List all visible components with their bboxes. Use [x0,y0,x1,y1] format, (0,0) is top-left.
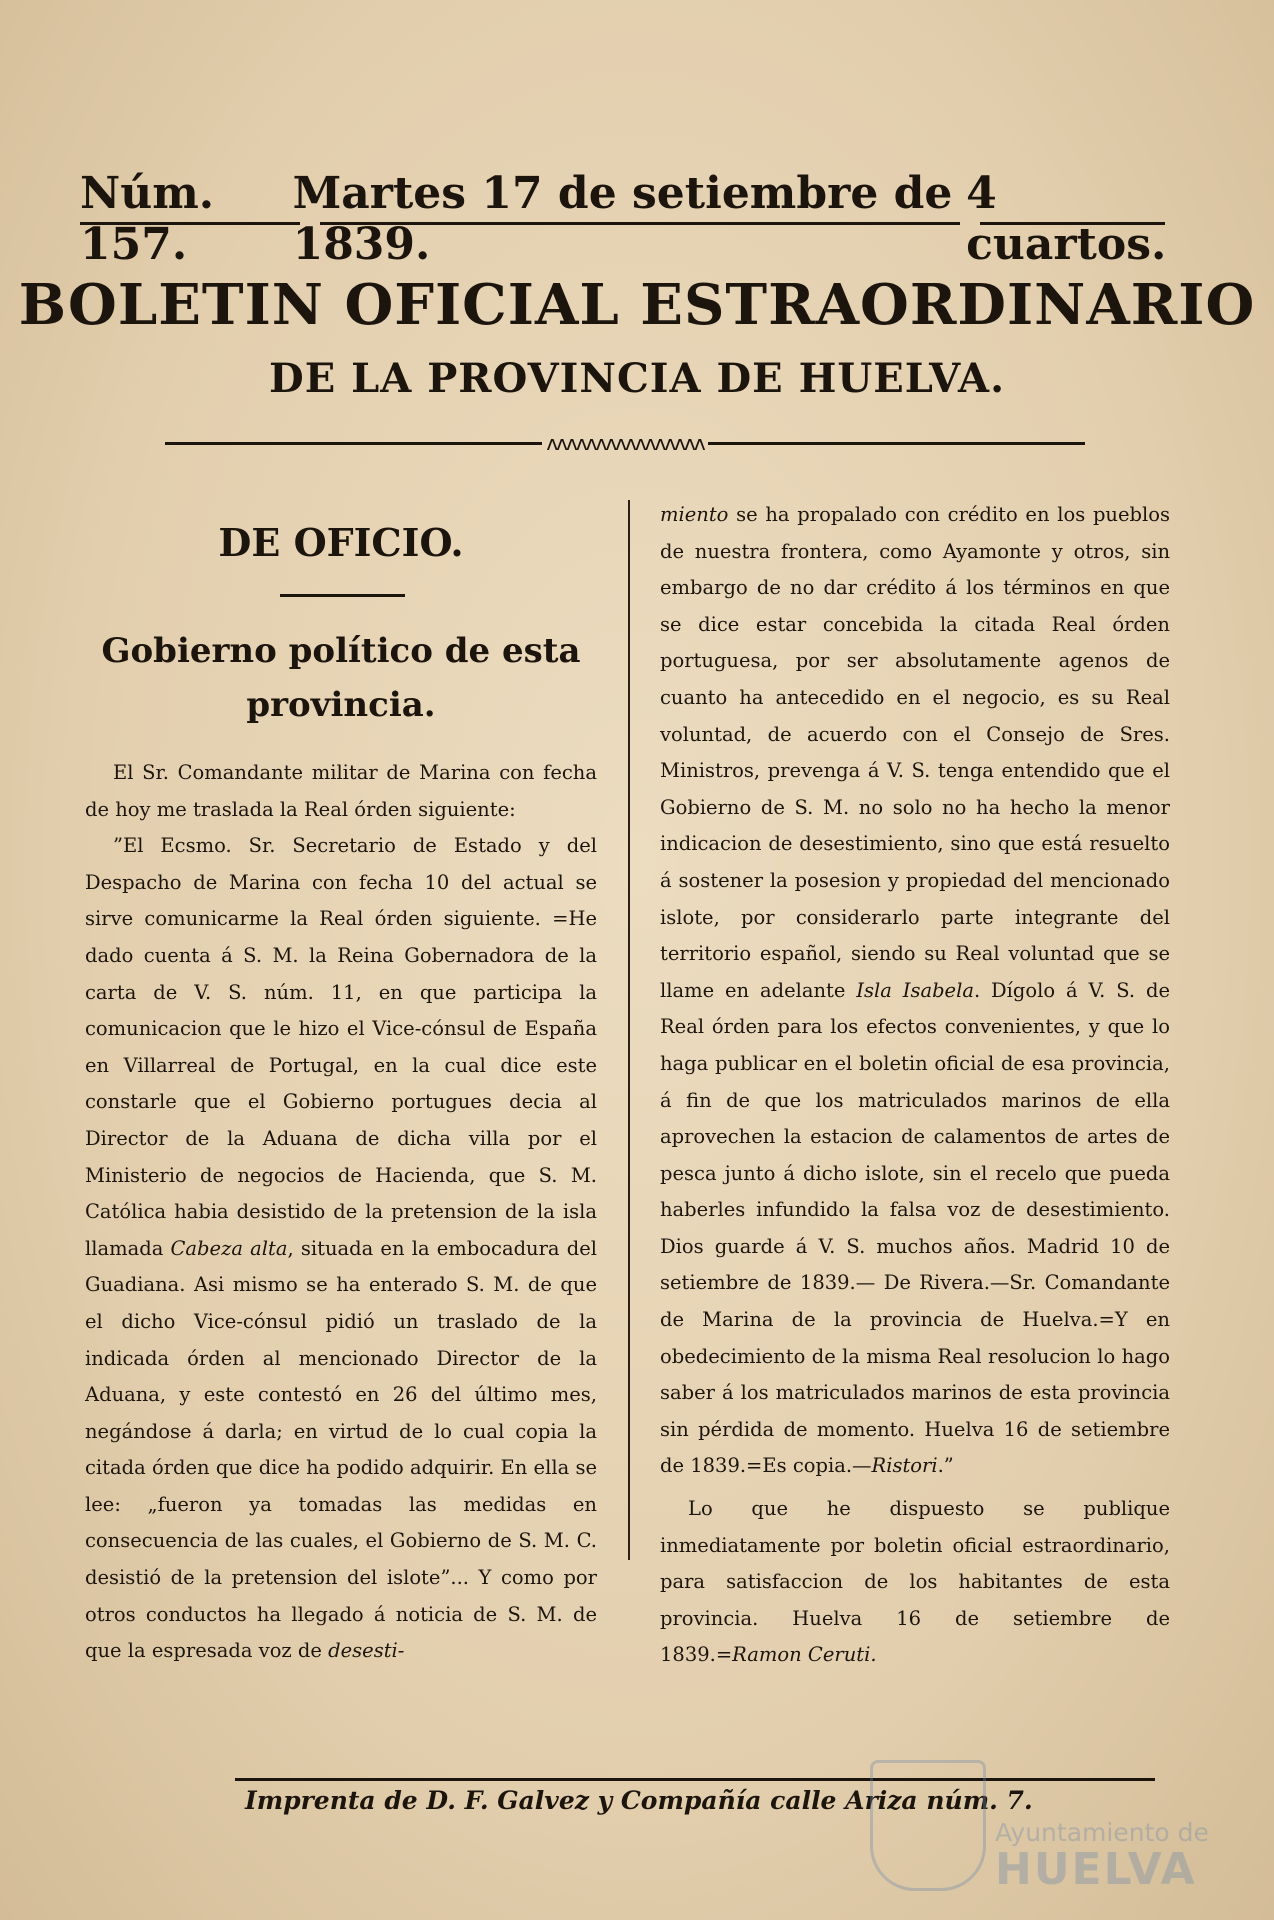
issue-number: Núm. 157. [80,168,215,270]
masthead-rule-middle [320,222,960,225]
article-heading: Gobierno político de esta provincia. [101,631,581,725]
newspaper-title: BOLETIN OFICIAL ESTRAORDINARIO [18,272,1256,338]
italic-text: desesti- [328,1639,405,1663]
text-run: se ha propalado con crédito en los pueblos de nuestra frontera, como Ayamonte y otros, sin embargo de no dar crédito á los términos en que se dice estar concebida la citada Real órden portuguesa, por ser absolutamente agenos de cuanto ha antecedido en el negocio, es su Real voluntad, de acuerdo con el Consejo de Sres. Ministros, prevenga á V. S. tenga entendido que el Gobierno de S. M. no solo no ha hecho la menor indicacion de desestimiento, sino que está resuelto á sostener la posesion y propiedad del mencionado islote, por considerarlo parte integrante del territorio español, siendo su Real voluntad que se llame en adelante [660,503,1170,1002]
right-column [660,497,1170,1674]
masthead-rule-right [980,222,1165,225]
section-rule [280,594,405,597]
printer-imprint: Imprenta de D. F. Galvez y Compañía calle Ariza núm. 7. [245,1786,1033,1815]
masthead-line [80,168,1170,270]
crest-icon [870,1760,986,1891]
newspaper-subtitle: DE LA PROVINCIA DE HUELVA. [269,355,1005,402]
watermark-line1: Ayuntamiento de [995,1818,1209,1847]
issue-price: 4 cuartos. [966,168,1167,270]
text-run: . Dígolo á V. S. de Real órden para los efectos convenientes, y que lo haga publicar en el boletin oficial de esa provincia, á fin de que los matriculados marinos de ella aprovechen la estacion de calamentos de artes de pesca junto á dicho islote, sin el recelo que pueda haberles infundido la falsa voz de desestimiento. Dios guarde á V. S. muchos años. Madrid 10 de setiembre de 1839.— De Rivera.—Sr. Comandante de Marina de la provincia de Huelva.=Y en obedecimiento de la misma Real resolucion lo hago saber á los matriculados marinos de esta provincia sin pérdida de momento. Huelva 16 de setiembre de 1839.=Es copia.— [660,978,1170,1478]
ornament-pattern: ʌʌʌʌʌʌʌʌʌʌʌʌʌʌʌʌ [546,431,704,455]
paragraph: El Sr. Comandante militar de Marina con fecha de hoy me traslada la Real órden siguiente: [85,761,597,821]
ornamental-divider [165,431,1085,455]
left-column [85,755,597,1670]
ornament-line-right [708,442,1085,445]
column-divider [628,500,630,1560]
masthead-rule-left [80,222,300,225]
italic-text: miento [660,503,729,526]
italic-text: Cabeza alta [170,1236,288,1260]
text-run: Lo que he dispuesto se publique inmediatamente por boletin oficial estraordinario, para satisfaccion de los habitantes de esta provincia. Huelva 16 de setiembre de 1839.= [660,1497,1170,1667]
italic-text: Ristori [871,1454,938,1478]
text-run: ”El Ecsmo. Sr. Secretario de Estado y del Despacho de Marina con fecha 10 del actual se sirve comunicarme la Real órden siguiente. =He dado cuenta á S. M. la Reina Gobernadora de la carta de V. S. núm. 11, en que participa la comunicacion que le hizo el Vice-cónsul de España en Villarreal de Portugal, en la cual dice este constarle que el Gobierno portugues decia al Director de la Aduana de dicha villa por el Ministerio de negocios de Hacienda, que S. M. Católica habia desistido de la pretension de la isla llamada [85,834,597,1260]
paragraph [85,828,597,1670]
text-run: .” [937,1454,954,1478]
issue-date: Martes 17 de setiembre de 1839. [292,168,953,270]
paragraph [660,497,1170,1485]
signature: Ramon Ceruti. [732,1643,877,1667]
ornament-line-left [165,442,542,445]
text-run: , situada en la embocadura del Guadiana. Asi mismo se ha enterado S. M. de que el dicho Vice-cónsul pidió un traslado de la indicada órden al mencionado Director de la Aduana, y este contestó en 26 del último mes, negándose á darla; en virtud de lo cual copia la citada órden que dice ha podido adquirir. En ella se lee: „fueron ya tomadas las medidas en consecuencia de las cuales, el Gobierno de S. M. C. desistió de la pretension del islote”... Y como por otros conductos ha llegado á noticia de S. M. de que la espresada voz de [85,1236,597,1663]
section-heading: DE OFICIO. [218,520,464,565]
paragraph [660,1491,1170,1674]
archive-watermark [870,1720,1240,1895]
italic-text: Isla Isabela [856,978,974,1002]
watermark-line2: HUELVA [995,1844,1197,1895]
